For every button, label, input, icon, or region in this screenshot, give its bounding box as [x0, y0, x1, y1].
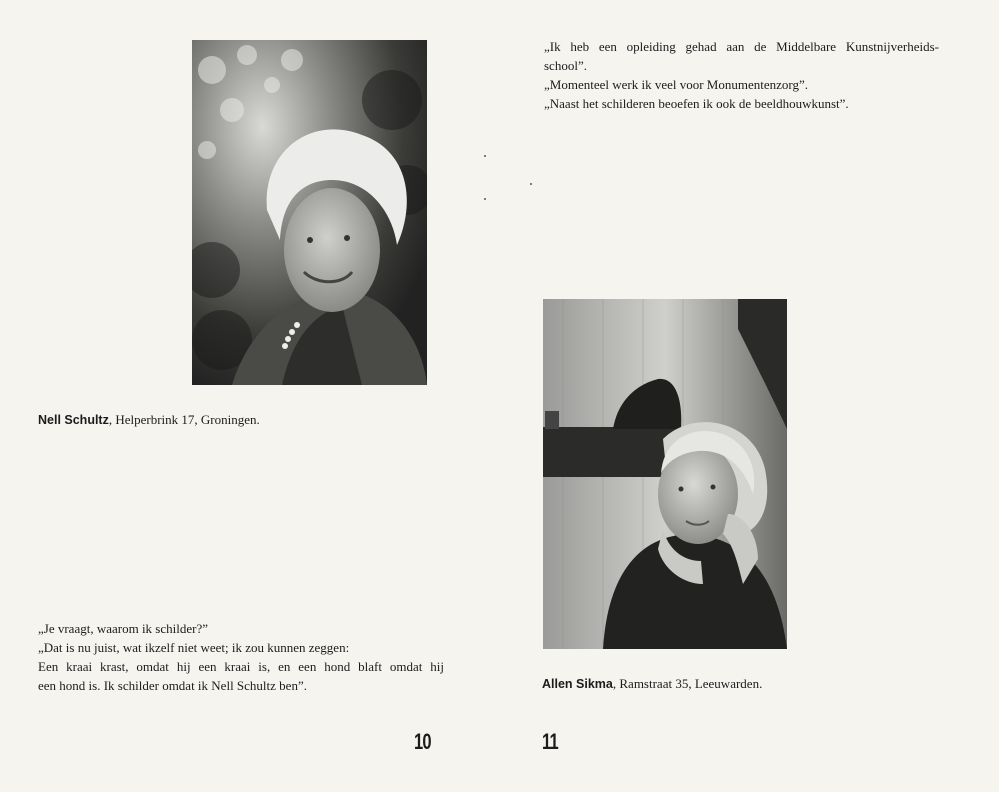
print-speck: [484, 155, 486, 157]
quote-line: „Dat is nu juist, wat ikzelf niet weet; ik zou kunnen zeggen:: [38, 640, 350, 655]
quote-line: school”.: [544, 58, 587, 73]
page-number: 10: [414, 729, 431, 754]
caption-nell-schultz: [38, 412, 260, 428]
artist-name: Nell Schultz: [38, 413, 109, 427]
quote-line: „Naast het schilderen beoefen ik ook de beeldhouwkunst”.: [544, 96, 849, 111]
print-speck: [484, 198, 486, 200]
quote-nell-schultz: [38, 619, 444, 695]
artist-address: , Helperbrink 17, Groningen.: [108, 412, 260, 427]
portrait-image: [192, 40, 427, 385]
quote-line: „Ik heb een opleiding gehad aan de Middelbare Kunstnijverheids-: [544, 39, 939, 54]
left-page: [0, 0, 499, 792]
right-page: [499, 0, 999, 792]
quote-line: „Je vraagt, waarom ik schilder?”: [38, 621, 209, 636]
caption-allen-sikma: [542, 676, 762, 692]
portrait-photo-allen-sikma: [543, 299, 787, 649]
quote-line: een hond is. Ik schilder omdat ik Nell Schultz ben”.: [38, 678, 307, 693]
portrait-image: [543, 299, 787, 649]
page-number: 11: [542, 729, 558, 754]
quote-line: Een kraai krast, omdat hij een kraai is, en een hond blaft omdat hij: [38, 659, 444, 674]
portrait-photo-nell-schultz: [192, 40, 427, 385]
quote-line: „Momenteel werk ik veel voor Monumentenzorg”.: [544, 77, 809, 92]
artist-address: , Ramstraat 35, Leeuwarden.: [612, 676, 763, 691]
quote-allen-sikma: [544, 37, 939, 113]
artist-name: Allen Sikma: [542, 677, 613, 691]
print-speck: [530, 183, 532, 185]
